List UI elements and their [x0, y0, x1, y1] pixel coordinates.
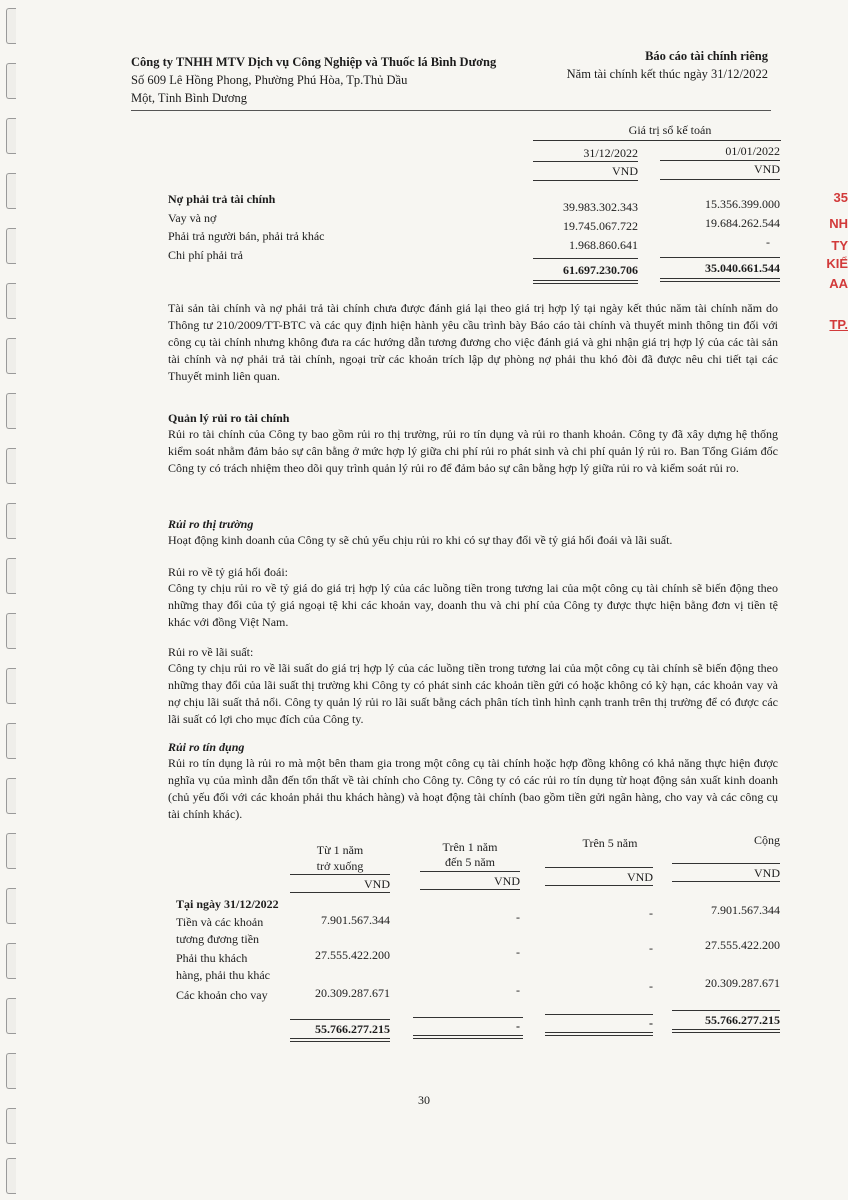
header-divider [131, 110, 771, 111]
table2-col1-header-line2: trở xuống [316, 859, 364, 873]
page-number: 30 [418, 1093, 430, 1107]
table2-cell: 20.309.287.671 [315, 986, 390, 1000]
fair-value-note: Tài sản tài chính và nợ phải trả tài chính chưa được đánh giá lại theo giá trị hợp lý tại ngày kết thúc năm tài chính năm do Thông tư 210/2009/TT-BTC và các quy định hiện hành yêu cầu trình bày Báo cáo tài chính và thuyết minh thông tin đối với công cụ tài chính nhưng không đưa ra các hướng dẫn tương đương cho việc đánh giá và ghi nhận giá trị hợp lý của các tài sản tài chính và nợ phải trả tài chính, ngoại trừ các khoản trích lập dự phòng nợ phải thu khó đòi đã được nêu chi tiết tại các Thuyết minh liên quan. [168, 301, 778, 383]
table2-unit: VND [364, 877, 390, 891]
table1-col2-date: 01/01/2022 [725, 144, 780, 158]
table2-section-title: Tại ngày 31/12/2022 [176, 897, 279, 911]
table1-row-label: Chi phí phải trả [168, 248, 243, 262]
table2-cell: - [649, 906, 653, 920]
table2-unit: VND [754, 866, 780, 880]
rate-risk-text: Công ty chịu rủi ro về lãi suất do giá trị hợp lý của các luồng tiền trong tương lai của một công cụ tài chính sẽ biến động theo những thay đổi của lãi suất thị trường khi Công ty có phát sinh các khoản tiền gửi có hoặc không có kỳ hạn, các khoản vay và nợ chịu lãi suất thả nổi. Công ty quản lý rủi ro lãi suất bằng cách phân tích tình hình cạnh tranh trên thị trường để có được các lãi suất có lợi cho mục đích của Công ty. [168, 661, 778, 726]
report-header [567, 47, 768, 83]
table1-group-header: Giá trị sổ kế toán [628, 123, 712, 137]
table1-row-label: Vay và nợ [168, 211, 217, 225]
table2-total: - [516, 1019, 520, 1033]
table2-cell: 27.555.422.200 [705, 938, 780, 952]
table2-cell: - [516, 945, 520, 959]
table1-col1-date: 31/12/2022 [583, 146, 638, 160]
table2-total: - [649, 1016, 653, 1030]
table1-col2-unit: VND [754, 162, 780, 176]
table2-row-label-line2: tương đương tiền [176, 932, 260, 946]
company-stamp-fragment: 35 NH TY KIỂ AA TP. [826, 190, 848, 332]
binding-margin [6, 0, 22, 1200]
table2-cell: - [649, 979, 653, 993]
table1-row-value: 19.684.262.544 [705, 216, 780, 230]
table2-cell: - [649, 941, 653, 955]
market-risk-text: Hoạt động kinh doanh của Công ty sẽ chủ yếu chịu rủi ro khi có sự thay đổi về tỷ giá hối đoái và lãi suất. [168, 533, 673, 547]
risk-management-text: Rủi ro tài chính của Công ty bao gồm rủi ro thị trường, rủi ro tín dụng và rủi ro thanh khoản. Công ty đã xây dựng hệ thống kiểm soát nhằm đảm bảo sự cân bằng ở mức hợp lý giữa chi phí rủi ro phát sinh và chi phí quản lý rủi ro. Ban Tổng Giám đốc Công ty có trách nhiệm theo dõi quy trình quản lý rủi ro để đảm bảo sự cân bằng hợp lý giữa rủi ro và kiểm soát rủi ro. [168, 427, 778, 475]
table1-row-value: 1.968.860.641 [569, 238, 638, 252]
table2-cell: 27.555.422.200 [315, 948, 390, 962]
table2-row-label: Tiền và các khoản [176, 915, 264, 929]
table1-row-value: 39.983.302.343 [563, 200, 638, 214]
table2-total: 55.766.277.215 [315, 1022, 390, 1036]
fx-risk-text: Công ty chịu rủi ro về tỷ giá do giá trị hợp lý của các luồng tiền trong tương lai của một công cụ tài chính sẽ biến động theo những thay đổi của tỷ giá ngoại tệ khi các khoản vay, doanh thu và chi phí của Công ty được thực hiện bằng đơn vị tiền tệ khác với đồng Việt Nam. [168, 581, 778, 629]
credit-risk-heading: Rủi ro tín dụng [168, 740, 245, 754]
table2-unit: VND [627, 870, 653, 884]
company-address-line1: Số 609 Lê Hồng Phong, Phường Phú Hòa, Tp.Thủ Dầu [131, 73, 408, 87]
risk-management-heading: Quản lý rủi ro tài chính [168, 411, 290, 425]
table1-total: 35.040.661.544 [705, 261, 780, 275]
table2-cell: - [516, 983, 520, 997]
table2-unit: VND [494, 874, 520, 888]
table1-col1-unit: VND [612, 164, 638, 178]
company-header [131, 53, 496, 107]
table2-col2-header-line2: đến 5 năm [445, 855, 495, 869]
table2-cell: 20.309.287.671 [705, 976, 780, 990]
credit-risk-text: Rủi ro tín dụng là rủi ro mà một bên tham gia trong một công cụ tài chính hoặc hợp đồng không có khả năng thực hiện được nghĩa vụ của mình dẫn đến tổn thất về tài chính cho Công ty. Công ty có các rủi ro tín dụng từ hoạt động sản xuất kinh doanh (chủ yếu đối với các khoản phải thu khách hàng) và hoạt động tài chính (bao gồm tiền gửi ngân hàng, cho vay và các công cụ tài chính khác). [168, 756, 778, 821]
company-address-line2: Một, Tỉnh Bình Dương [131, 91, 247, 105]
table2-total: 55.766.277.215 [705, 1013, 780, 1027]
rate-risk-heading: Rủi ro về lãi suất: [168, 645, 254, 659]
report-title: Báo cáo tài chính riêng [645, 49, 768, 63]
table1-row-value: - [766, 235, 770, 249]
table1-section-title: Nợ phải trả tài chính [168, 192, 276, 206]
table2-cell: 7.901.567.344 [321, 913, 390, 927]
table2-col3-header: Trên 5 năm [582, 836, 638, 850]
table2-col4-header: Cộng [753, 833, 780, 847]
table1-total: 61.697.230.706 [563, 263, 638, 277]
table2-row-label-line2: hàng, phải thu khác [176, 968, 270, 982]
fx-risk-heading: Rủi ro về tỷ giá hối đoái: [168, 565, 288, 579]
report-period: Năm tài chính kết thúc ngày 31/12/2022 [566, 67, 768, 81]
company-name: Công ty TNHH MTV Dịch vụ Công Nghiệp và Thuốc lá Bình Dương [131, 55, 497, 69]
table2-col2-header: Trên 1 năm [442, 840, 498, 854]
table2-cell: 7.901.567.344 [711, 903, 780, 917]
table1-row-value: 19.745.067.722 [563, 219, 638, 233]
table2-row-label: Các khoản cho vay [176, 988, 268, 1002]
table2-row-label: Phải thu khách [176, 951, 248, 965]
table1-row-label: Phải trả người bán, phải trả khác [168, 229, 325, 243]
table2-col1-header: Từ 1 năm [316, 843, 364, 857]
table1-row-value: 15.356.399.000 [705, 197, 780, 211]
table2-cell: - [516, 910, 520, 924]
market-risk-heading: Rủi ro thị trường [168, 517, 254, 531]
